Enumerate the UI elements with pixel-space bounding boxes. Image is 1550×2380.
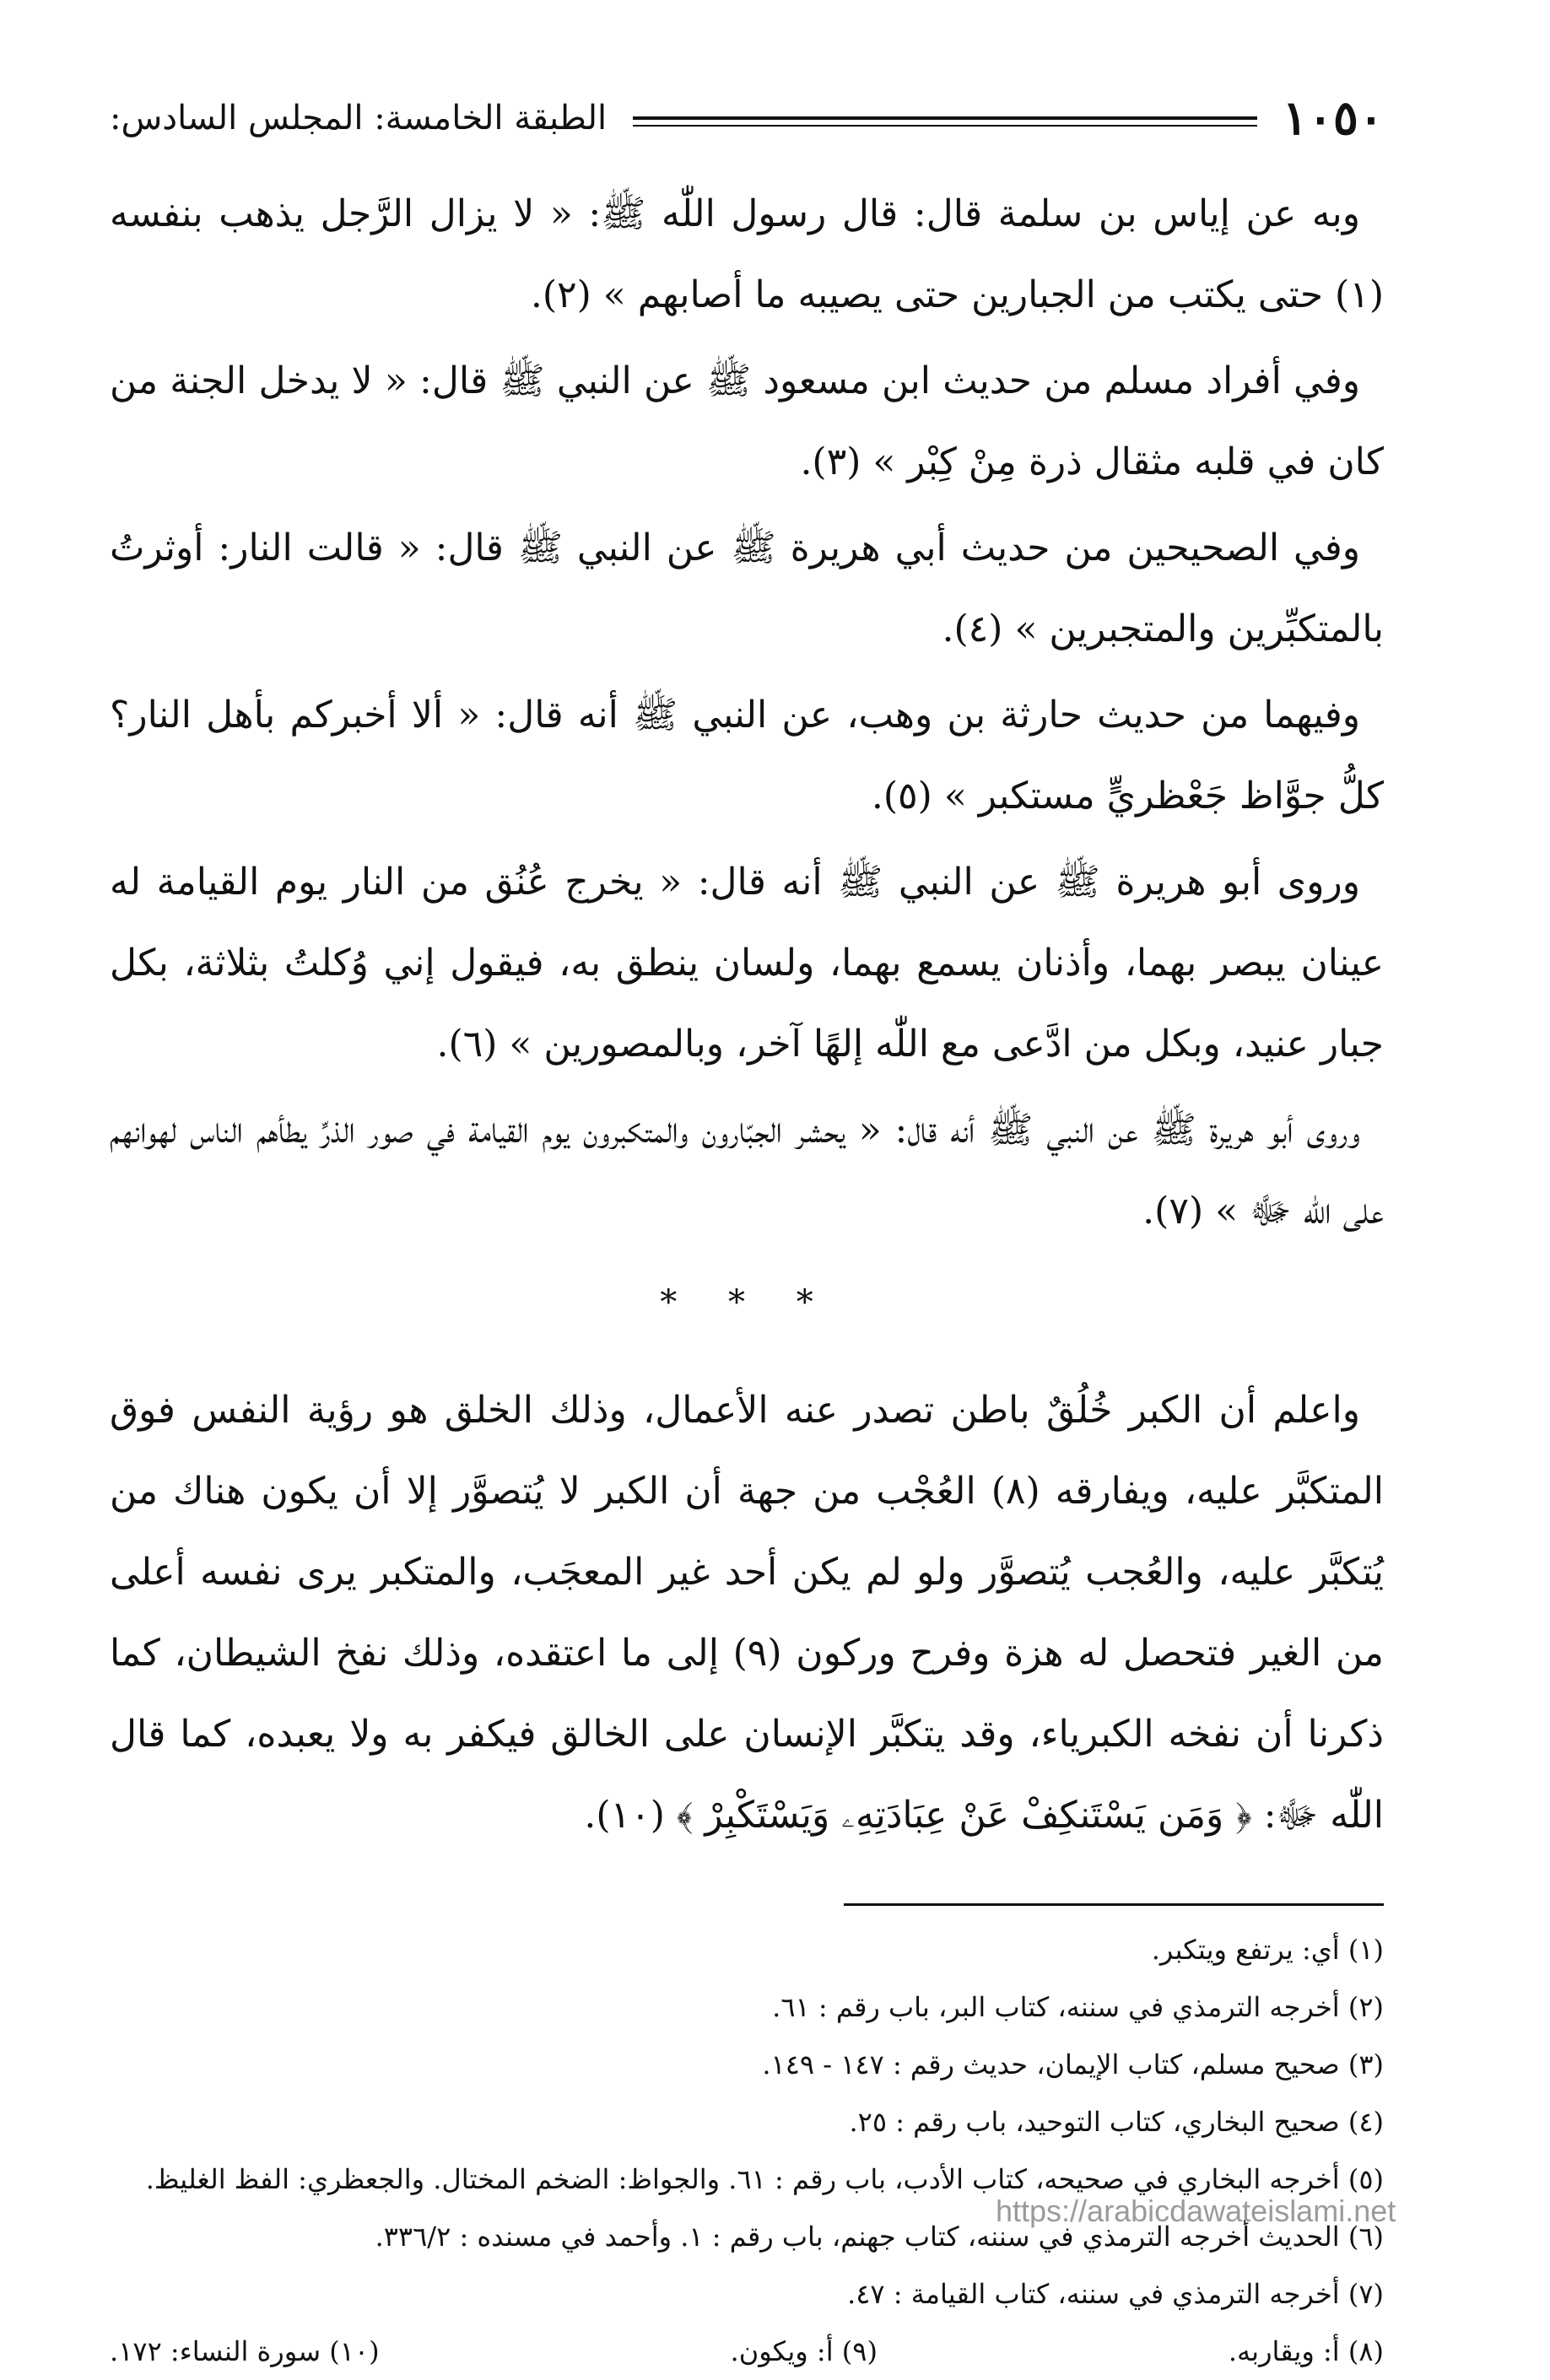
- paragraph: وبه عن إياس بن سلمة قال: قال رسول اللّٰه ﷺ: « لا يزال الرَّجل يذهب بنفسه (١) حتى يكتب من الجبارين حتى يصيبه ما أصابهم » (٢).: [110, 192, 1384, 316]
- watermark-url: https://arabicdawateislami.net: [996, 2194, 1396, 2228]
- footnote: (٤) صحيح البخاري، كتاب التوحيد، باب رقم : ٢٥.: [849, 2106, 1384, 2138]
- section-separator: * * *: [660, 1283, 834, 1322]
- footnote: (٧) أخرجه الترمذي في سننه، كتاب القيامة : ٤٧.: [847, 2278, 1384, 2310]
- footnote: (٨) أ: ويقاربه.: [1228, 2335, 1384, 2367]
- footnote: (٦) الحديث أخرجه الترمذي في سننه، كتاب جهنم، باب رقم : ١. وأحمد في مسنده : ٣٣٦/٢.: [375, 2221, 1384, 2253]
- footnote: (٥) أخرجه البخاري في صحيحه، كتاب الأدب، باب رقم : ٦١. والجواظ: الضخم المختال. والجعظري: الفظ الغليظ.: [145, 2163, 1384, 2195]
- footnote: (١) أي: يرتفع ويتكبر.: [1151, 1934, 1384, 1966]
- paragraph: وروى أبو هريرة ﷺ عن النبي ﷺ أنه قال: « يحشر الجبّارون والمتكبرون يوم القيامة في صور الذرِّ يطأهم الناس لهوانهم على اللّٰه ﷻ » (٧).: [110, 1109, 1384, 1233]
- page-number: ١٠٥٠: [1282, 90, 1384, 146]
- paragraph: وفي أفراد مسلم من حديث ابن مسعود ﷺ عن النبي ﷺ قال: « لا يدخل الجنة من كان في قلبه مثقال ذرة مِنْ كِبْر » (٣).: [110, 359, 1384, 483]
- running-title: الطبقة الخامسة: المجلس السادس:: [110, 99, 608, 138]
- paragraph: وروى أبو هريرة ﷺ عن النبي ﷺ أنه قال: « يخرج عُنُق من النار يوم القيامة له عينان يبصر بهما، وأذنان يسمع بهما، ولسان ينطق به، فيقول إني وُكلتُ بثلاثة، بكل جبار عنيد، وبكل من ادَّعى مع اللّٰه إلهًا آخر، وبالمصورين » (٦).: [110, 861, 1384, 1066]
- footnote: (٢) أخرجه الترمذي في سننه، كتاب البر، باب رقم : ٦١.: [772, 1991, 1384, 2023]
- paragraph: وفي الصحيحين من حديث أبي هريرة ﷺ عن النبي ﷺ قال: « قالت النار: أوثرتُ بالمتكبِّرين والمتجبرين » (٤).: [110, 526, 1384, 650]
- header-rule: [633, 116, 1257, 120]
- paragraph: وفيهما من حديث حارثة بن وهب، عن النبي ﷺ أنه قال: « ألا أخبركم بأهل النار؟ كلُّ جوَّاظ جَعْظريٍّ مستكبر » (٥).: [110, 693, 1384, 818]
- document-page: [110, 84, 1384, 2380]
- paragraph: واعلم أن الكبر خُلُقٌ باطن تصدر عنه الأعمال، وذلك الخلق هو رؤية النفس فوق المتكبَّر عليه، ويفارقه (٨) العُجْب من جهة أن الكبر لا يُتصوَّر إلا أن يكون هناك من يُتكبَّر عليه، والعُجب يُتصوَّر ولو لم يكن أحد غير المعجَب، والمتكبر يرى نفسه أعلى من الغير فتحصل له هزة وفرح وركون (٩) إلى ما اعتقده، وذلك نفخ الشيطان، كما ذكرنا أن نفخه الكبرياء، وقد يتكبَّر الإنسان على الخالق فيكفر به ولا يعبده، كما قال اللّٰه ﷻ: ﴿ وَمَن يَسْتَنكِفْ عَنْ عِبَادَتِهِۦ وَيَسْتَكْبِرْ ﴾ (١٠).: [110, 1389, 1385, 1837]
- page-header: [110, 84, 1384, 152]
- footnote: (٩) أ: ويكون.: [730, 2335, 878, 2367]
- footnotes: [110, 1921, 1384, 2380]
- footnote-rule: [844, 1903, 1384, 1906]
- header-rule-thin: [633, 125, 1257, 127]
- footnote: (٣) صحيح مسلم، كتاب الإيمان، حديث رقم : ١٤٧ - ١٤٩.: [762, 2048, 1384, 2080]
- body-text: [110, 174, 1384, 1856]
- footnote-row: [110, 2323, 1384, 2380]
- footnote: (١٠) سورة النساء: ١٧٢.: [110, 2335, 380, 2367]
